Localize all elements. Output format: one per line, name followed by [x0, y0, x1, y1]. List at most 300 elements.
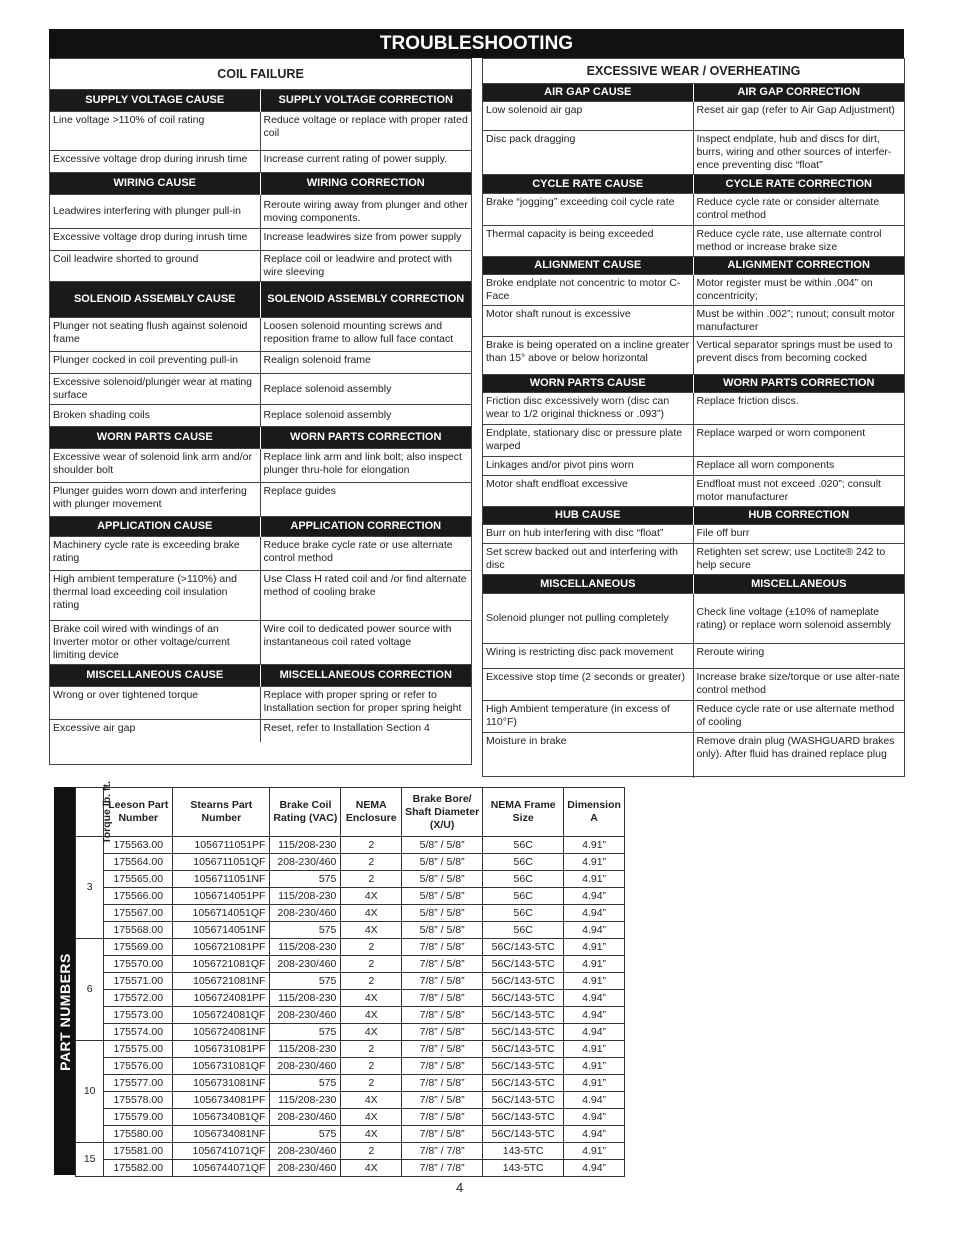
table-cell: 208-230/460: [270, 1143, 341, 1160]
correction-header: WIRING CORRECTION: [260, 173, 471, 195]
section-header-row: [50, 427, 471, 449]
section-header-row: [483, 375, 904, 393]
trouble-row: [50, 229, 471, 251]
table-cell: 4.94”: [564, 990, 625, 1007]
table-cell: 208-230/460: [270, 1058, 341, 1075]
correction-cell: Endfloat must not exceed .020”; consult motor manufacturer: [693, 476, 904, 507]
cause-cell: Brake is being operated on a incline greater than 15° above or below horizontal: [483, 337, 693, 375]
excessive-wear-table: [483, 83, 904, 778]
table-cell: 4.94”: [564, 1092, 625, 1109]
table-cell: 2: [341, 1143, 402, 1160]
table-row: [76, 1126, 625, 1143]
table-cell: 7/8” / 5/8”: [402, 1092, 483, 1109]
table-row: [76, 1007, 625, 1024]
torque-cell: 6: [76, 939, 104, 1041]
trouble-row: [50, 112, 471, 151]
table-cell: 575: [270, 973, 341, 990]
cause-cell: Burr on hub interfering with disc “float”: [483, 525, 693, 544]
cause-cell: Motor shaft runout is excessive: [483, 306, 693, 337]
correction-cell: Replace solenoid assembly: [260, 405, 471, 427]
table-cell: 175570.00: [104, 956, 173, 973]
correction-cell: Reduce voltage or replace with proper rated coil: [260, 112, 471, 151]
torque-cell: 3: [76, 837, 104, 939]
table-cell: 2: [341, 854, 402, 871]
part-numbers-sidebar: [54, 787, 75, 1175]
table-cell: 575: [270, 1075, 341, 1092]
cause-cell: Coil leadwire shorted to ground: [50, 251, 260, 282]
table-cell: 4.94”: [564, 1024, 625, 1041]
cause-header: CYCLE RATE CAUSE: [483, 175, 693, 194]
table-cell: 175563.00: [104, 837, 173, 854]
correction-cell: Reduce cycle rate or consider alternate control method: [693, 194, 904, 226]
table-cell: 7/8” / 5/8”: [402, 1007, 483, 1024]
table-cell: 56C/143-5TC: [483, 973, 564, 990]
correction-cell: Remove drain plug (WASHGUARD brakes only). After fluid has drained replace plug: [693, 733, 904, 778]
table-row: [76, 939, 625, 956]
table-cell: 1056711051NF: [173, 871, 270, 888]
table-cell: 1056724081NF: [173, 1024, 270, 1041]
correction-cell: Check line voltage (±10% of nameplate rating) or replace worn solenoid assembly: [693, 594, 904, 644]
column-header: NEMA Frame Size: [483, 788, 564, 837]
correction-cell: Reset, refer to Installation Section 4: [260, 720, 471, 742]
table-cell: 2: [341, 973, 402, 990]
table-cell: 175577.00: [104, 1075, 173, 1092]
correction-cell: Vertical separator springs must be used to prevent discs from becoming cocked: [693, 337, 904, 375]
cause-cell: Plunger cocked in coil preventing pull-in: [50, 352, 260, 374]
correction-cell: Replace warped or worn component: [693, 425, 904, 457]
table-cell: 56C: [483, 888, 564, 905]
table-cell: 575: [270, 871, 341, 888]
cause-cell: High ambient temperature (>110%) and thermal load exceeding coil insulation rating: [50, 571, 260, 621]
cause-cell: Wiring is restricting disc pack movement: [483, 644, 693, 669]
table-cell: 7/8” / 5/8”: [402, 1109, 483, 1126]
table-cell: 208-230/460: [270, 1007, 341, 1024]
table-cell: 2: [341, 939, 402, 956]
table-cell: 4.91”: [564, 837, 625, 854]
table-cell: 208-230/460: [270, 1109, 341, 1126]
table-cell: 175582.00: [104, 1160, 173, 1177]
trouble-row: [50, 687, 471, 720]
trouble-row: [50, 537, 471, 571]
section-header-row: [483, 507, 904, 525]
table-cell: 56C: [483, 854, 564, 871]
table-cell: 208-230/460: [270, 1160, 341, 1177]
correction-header: AIR GAP CORRECTION: [693, 84, 904, 102]
table-cell: 115/208-230: [270, 990, 341, 1007]
trouble-row: [483, 131, 904, 175]
table-cell: 7/8” / 5/8”: [402, 1024, 483, 1041]
correction-cell: Inspect endplate, hub and discs for dirt, burrs, wiring and other sources of interfer-ence preventing disc “float”: [693, 131, 904, 175]
table-cell: 575: [270, 1024, 341, 1041]
column-header: Brake Coil Rating (VAC): [270, 788, 341, 837]
correction-cell: Use Class H rated coil and /or find alternate method of cooling brake: [260, 571, 471, 621]
cause-header: MISCELLANEOUS CAUSE: [50, 665, 260, 687]
table-cell: 4.91”: [564, 1143, 625, 1160]
table-cell: 4.94”: [564, 1160, 625, 1177]
table-row: [76, 854, 625, 871]
table-cell: 175579.00: [104, 1109, 173, 1126]
part-numbers-table-wrap: [75, 780, 625, 1175]
trouble-row: [50, 318, 471, 352]
trouble-row: [50, 405, 471, 427]
table-cell: 175567.00: [104, 905, 173, 922]
column-header: Leeson Part Number: [104, 788, 173, 837]
table-cell: 4X: [341, 990, 402, 1007]
table-row: [76, 1058, 625, 1075]
trouble-row: [50, 195, 471, 229]
table-row: [76, 1075, 625, 1092]
table-cell: 4.91”: [564, 956, 625, 973]
cause-cell: Excessive voltage drop during inrush time: [50, 229, 260, 251]
table-row: [76, 922, 625, 939]
correction-cell: Must be within .002”; runout; consult motor manufacturer: [693, 306, 904, 337]
table-cell: 175572.00: [104, 990, 173, 1007]
table-cell: 56C: [483, 871, 564, 888]
cause-cell: Broken shading coils: [50, 405, 260, 427]
section-header-row: [50, 517, 471, 537]
table-cell: 56C/143-5TC: [483, 1041, 564, 1058]
coil-failure-table: [50, 89, 471, 742]
trouble-row: [483, 594, 904, 644]
table-row: [76, 973, 625, 990]
trouble-row: [483, 644, 904, 669]
correction-cell: Increase current rating of power supply.: [260, 151, 471, 173]
correction-cell: Replace all worn components: [693, 457, 904, 476]
correction-header: MISCELLANEOUS CORRECTION: [260, 665, 471, 687]
trouble-row: [50, 621, 471, 665]
coil-failure-title: COIL FAILURE: [217, 67, 304, 81]
table-cell: 2: [341, 871, 402, 888]
section-header-row: [483, 84, 904, 102]
table-cell: 575: [270, 922, 341, 939]
table-cell: 208-230/460: [270, 956, 341, 973]
table-cell: 7/8” / 7/8”: [402, 1160, 483, 1177]
cause-cell: Plunger not seating flush against solenoid frame: [50, 318, 260, 352]
table-cell: 56C/143-5TC: [483, 1092, 564, 1109]
trouble-row: [50, 571, 471, 621]
correction-cell: Realign solenoid frame: [260, 352, 471, 374]
table-cell: 7/8” / 5/8”: [402, 1058, 483, 1075]
torque-cell: 15: [76, 1143, 104, 1177]
table-cell: 4.94”: [564, 1126, 625, 1143]
page-number: 4: [456, 1180, 464, 1195]
column-header: Brake Bore/ Shaft Diameter (X/U): [402, 788, 483, 837]
correction-cell: Reroute wiring away from plunger and other moving components.: [260, 195, 471, 229]
correction-cell: Motor register must be within .004” on concentricity;: [693, 275, 904, 306]
cause-cell: Solenoid plunger not pulling completely: [483, 594, 693, 644]
table-cell: 4.94”: [564, 905, 625, 922]
trouble-row: [483, 306, 904, 337]
section-header-row: [50, 282, 471, 318]
table-cell: 56C: [483, 837, 564, 854]
trouble-row: [50, 151, 471, 173]
table-cell: 4X: [341, 1109, 402, 1126]
correction-cell: Loosen solenoid mounting screws and reposition frame to allow full face contact: [260, 318, 471, 352]
trouble-row: [483, 393, 904, 425]
cause-cell: Wrong or over tightened torque: [50, 687, 260, 720]
correction-cell: Replace link arm and link bolt; also inspect plunger thru-hole for elongation: [260, 449, 471, 483]
table-cell: 56C/143-5TC: [483, 1058, 564, 1075]
table-row: [76, 1143, 625, 1160]
correction-header: CYCLE RATE CORRECTION: [693, 175, 904, 194]
table-cell: 4.94”: [564, 1007, 625, 1024]
table-cell: 4.91”: [564, 973, 625, 990]
coil-failure-panel: [49, 58, 472, 765]
table-cell: 7/8” / 5/8”: [402, 990, 483, 1007]
table-cell: 2: [341, 837, 402, 854]
table-cell: 5/8” / 5/8”: [402, 854, 483, 871]
trouble-row: [50, 483, 471, 517]
table-cell: 175578.00: [104, 1092, 173, 1109]
table-cell: 175564.00: [104, 854, 173, 871]
cause-cell: Excessive voltage drop during inrush time: [50, 151, 260, 173]
correction-cell: File off burr: [693, 525, 904, 544]
correction-header: HUB CORRECTION: [693, 507, 904, 525]
column-header: Stearns Part Number: [173, 788, 270, 837]
table-cell: 1056714051PF: [173, 888, 270, 905]
table-cell: 143-5TC: [483, 1160, 564, 1177]
table-row: [76, 837, 625, 854]
trouble-row: [50, 352, 471, 374]
cause-header: WORN PARTS CAUSE: [483, 375, 693, 393]
table-cell: 2: [341, 956, 402, 973]
trouble-row: [483, 194, 904, 226]
section-header-row: [50, 173, 471, 195]
table-cell: 208-230/460: [270, 854, 341, 871]
correction-cell: Replace guides: [260, 483, 471, 517]
section-header-row: [483, 575, 904, 594]
correction-cell: Replace coil or leadwire and protect with wire sleeving: [260, 251, 471, 282]
cause-cell: Low solenoid air gap: [483, 102, 693, 131]
table-row: [76, 1024, 625, 1041]
table-cell: 4.91”: [564, 1058, 625, 1075]
correction-header: WORN PARTS CORRECTION: [693, 375, 904, 393]
cause-cell: Leadwires interfering with plunger pull-in: [50, 195, 260, 229]
column-header: [76, 780, 113, 844]
table-cell: 1056714051NF: [173, 922, 270, 939]
cause-cell: Set screw backed out and interfering with disc: [483, 544, 693, 575]
section-header-row: [50, 90, 471, 112]
trouble-row: [483, 425, 904, 457]
table-cell: 4.91”: [564, 1075, 625, 1092]
trouble-row: [50, 251, 471, 282]
correction-header: WORN PARTS CORRECTION: [260, 427, 471, 449]
table-cell: 1056711051QF: [173, 854, 270, 871]
table-cell: 1056744071QF: [173, 1160, 270, 1177]
table-cell: 56C/143-5TC: [483, 990, 564, 1007]
table-cell: 2: [341, 1041, 402, 1058]
table-cell: 1056734081NF: [173, 1126, 270, 1143]
table-cell: 175576.00: [104, 1058, 173, 1075]
trouble-row: [483, 669, 904, 701]
trouble-row: [483, 701, 904, 733]
trouble-row: [483, 275, 904, 306]
table-cell: 4.94”: [564, 888, 625, 905]
table-row: [76, 905, 625, 922]
correction-header: SUPPLY VOLTAGE CORRECTION: [260, 90, 471, 112]
excessive-wear-panel: [482, 58, 905, 777]
cause-cell: Machinery cycle rate is exceeding brake rating: [50, 537, 260, 571]
table-row: [76, 956, 625, 973]
table-cell: 115/208-230: [270, 888, 341, 905]
torque-cell: 10: [76, 1041, 104, 1143]
table-cell: 5/8” / 5/8”: [402, 837, 483, 854]
correction-header: SOLENOID ASSEMBLY CORRECTION: [260, 282, 471, 318]
table-row: [76, 1160, 625, 1177]
column-header-text: Torque lb. ft.: [100, 780, 113, 844]
cause-cell: Linkages and/or pivot pins worn: [483, 457, 693, 476]
table-cell: 208-230/460: [270, 905, 341, 922]
correction-cell: Replace friction discs.: [693, 393, 904, 425]
cause-cell: Line voltage >110% of coil rating: [50, 112, 260, 151]
table-cell: 115/208-230: [270, 1041, 341, 1058]
cause-cell: Excessive air gap: [50, 720, 260, 742]
table-cell: 56C: [483, 922, 564, 939]
table-cell: 1056721081QF: [173, 956, 270, 973]
table-cell: 4X: [341, 1024, 402, 1041]
trouble-row: [483, 733, 904, 778]
table-cell: 175568.00: [104, 922, 173, 939]
cause-header: SUPPLY VOLTAGE CAUSE: [50, 90, 260, 112]
cause-cell: Brake coil wired with windings of an Inverter motor or other voltage/current limiting device: [50, 621, 260, 665]
cause-cell: Moisture in brake: [483, 733, 693, 778]
cause-header: HUB CAUSE: [483, 507, 693, 525]
correction-header: MISCELLANEOUS: [693, 575, 904, 594]
table-cell: 7/8” / 5/8”: [402, 1126, 483, 1143]
trouble-row: [50, 449, 471, 483]
table-cell: 5/8” / 5/8”: [402, 905, 483, 922]
cause-header: APPLICATION CAUSE: [50, 517, 260, 537]
cause-cell: Plunger guides worn down and interfering with plunger movement: [50, 483, 260, 517]
table-cell: 4.94”: [564, 1109, 625, 1126]
correction-cell: Increase leadwires size from power supply: [260, 229, 471, 251]
table-cell: 7/8” / 5/8”: [402, 1075, 483, 1092]
table-cell: 7/8” / 5/8”: [402, 1041, 483, 1058]
table-cell: 2: [341, 1058, 402, 1075]
table-cell: 4X: [341, 1007, 402, 1024]
table-cell: 575: [270, 1126, 341, 1143]
column-header: NEMA Enclosure: [341, 788, 402, 837]
correction-cell: Increase brake size/torque or use alter-nate control method: [693, 669, 904, 701]
cause-cell: Broke endplate not concentric to motor C-Face: [483, 275, 693, 306]
table-cell: 56C: [483, 905, 564, 922]
table-cell: 175566.00: [104, 888, 173, 905]
correction-cell: Reduce cycle rate, use alternate control method or increase brake size: [693, 226, 904, 257]
trouble-row: [483, 226, 904, 257]
table-cell: 175573.00: [104, 1007, 173, 1024]
table-cell: 56C/143-5TC: [483, 1024, 564, 1041]
trouble-row: [483, 457, 904, 476]
table-cell: 175580.00: [104, 1126, 173, 1143]
table-cell: 1056731081NF: [173, 1075, 270, 1092]
table-cell: 1056734081QF: [173, 1109, 270, 1126]
table-cell: 175581.00: [104, 1143, 173, 1160]
cause-cell: Motor shaft endfloat excessive: [483, 476, 693, 507]
cause-header: SOLENOID ASSEMBLY CAUSE: [50, 282, 260, 318]
table-cell: 4X: [341, 1160, 402, 1177]
table-cell: 1056711051PF: [173, 837, 270, 854]
trouble-row: [483, 476, 904, 507]
correction-cell: Reduce cycle rate or use alternate method of cooling: [693, 701, 904, 733]
cause-cell: Excessive solenoid/plunger wear at mating surface: [50, 374, 260, 405]
table-cell: 56C/143-5TC: [483, 939, 564, 956]
table-cell: 1056721081NF: [173, 973, 270, 990]
table-cell: 2: [341, 1075, 402, 1092]
trouble-row: [483, 525, 904, 544]
table-cell: 4.91”: [564, 1041, 625, 1058]
table-cell: 1056714051QF: [173, 905, 270, 922]
cause-header: ALIGNMENT CAUSE: [483, 257, 693, 275]
correction-cell: Replace with proper spring or refer to Installation section for proper spring height: [260, 687, 471, 720]
table-cell: 175574.00: [104, 1024, 173, 1041]
table-cell: 1056721081PF: [173, 939, 270, 956]
table-row: [76, 1092, 625, 1109]
table-row: [76, 871, 625, 888]
trouble-row: [50, 374, 471, 405]
cause-cell: Disc pack dragging: [483, 131, 693, 175]
table-cell: 175571.00: [104, 973, 173, 990]
section-header-row: [50, 665, 471, 687]
excessive-wear-title: EXCESSIVE WEAR / OVERHEATING: [586, 64, 801, 78]
table-cell: 56C/143-5TC: [483, 956, 564, 973]
cause-cell: Endplate, stationary disc or pressure plate warped: [483, 425, 693, 457]
correction-cell: Retighten set screw; use Loctite® 242 to help secure: [693, 544, 904, 575]
table-cell: 4.94”: [564, 922, 625, 939]
table-row: [76, 1109, 625, 1126]
cause-header: AIR GAP CAUSE: [483, 84, 693, 102]
table-cell: 56C/143-5TC: [483, 1007, 564, 1024]
table-cell: 143-5TC: [483, 1143, 564, 1160]
table-cell: 4X: [341, 888, 402, 905]
correction-cell: Reset air gap (refer to Air Gap Adjustment): [693, 102, 904, 131]
table-cell: 175575.00: [104, 1041, 173, 1058]
cause-cell: Excessive wear of solenoid link arm and/or shoulder bolt: [50, 449, 260, 483]
table-cell: 4X: [341, 1126, 402, 1143]
table-cell: 4.91”: [564, 854, 625, 871]
table-cell: 1056734081PF: [173, 1092, 270, 1109]
table-cell: 4.91”: [564, 871, 625, 888]
correction-cell: Reduce brake cycle rate or use alternate control method: [260, 537, 471, 571]
trouble-row: [483, 102, 904, 131]
table-cell: 1056724081QF: [173, 1007, 270, 1024]
column-header: Dimension A: [564, 788, 625, 837]
table-cell: 1056724081PF: [173, 990, 270, 1007]
table-cell: 56C/143-5TC: [483, 1109, 564, 1126]
table-cell: 4.91”: [564, 939, 625, 956]
table-cell: 4X: [341, 905, 402, 922]
correction-cell: Reroute wiring: [693, 644, 904, 669]
table-cell: 115/208-230: [270, 1092, 341, 1109]
part-numbers-label: PART NUMBERS: [56, 953, 73, 1071]
correction-cell: Wire coil to dedicated power source with instantaneous coil rated voltage: [260, 621, 471, 665]
trouble-row: [483, 544, 904, 575]
cause-cell: Excessive stop time (2 seconds or greater): [483, 669, 693, 701]
table-cell: 5/8” / 5/8”: [402, 888, 483, 905]
cause-header: WIRING CAUSE: [50, 173, 260, 195]
table-cell: 115/208-230: [270, 837, 341, 854]
trouble-row: [50, 720, 471, 742]
table-row: [76, 888, 625, 905]
table-cell: 4X: [341, 922, 402, 939]
correction-header: APPLICATION CORRECTION: [260, 517, 471, 537]
table-cell: 5/8” / 5/8”: [402, 922, 483, 939]
table-cell: 1056741071QF: [173, 1143, 270, 1160]
table-cell: 5/8” / 5/8”: [402, 871, 483, 888]
table-row: [76, 990, 625, 1007]
table-cell: 4X: [341, 1092, 402, 1109]
section-header-row: [483, 175, 904, 194]
cause-cell: High Ambient temperature (in excess of 110°F): [483, 701, 693, 733]
